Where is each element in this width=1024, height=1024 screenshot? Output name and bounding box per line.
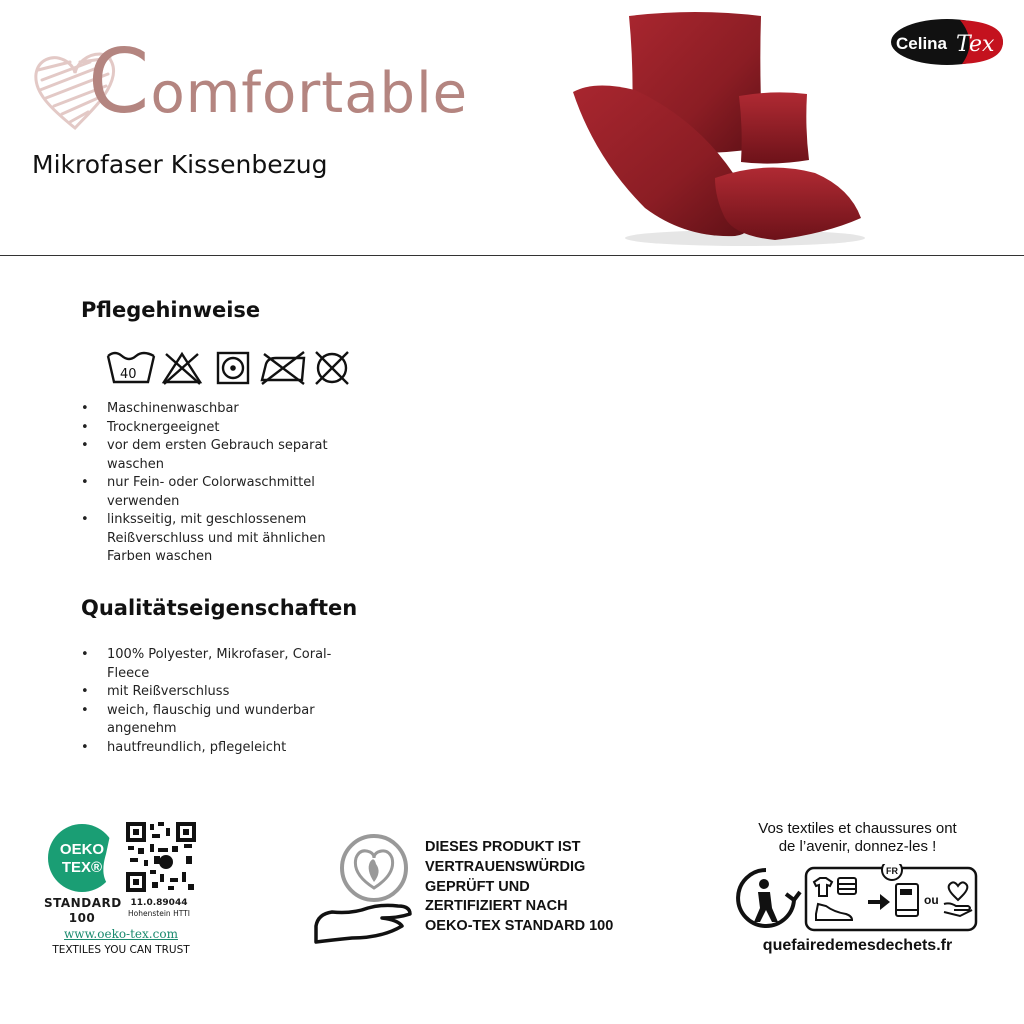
trust-statement xyxy=(425,838,635,937)
shoe-icon xyxy=(816,904,852,920)
pillow-product-image xyxy=(565,8,870,253)
oeko-cert-number: 11.0.89044 xyxy=(130,898,188,908)
recycling-url-link[interactable]: quefairedemesdechets.fr xyxy=(762,937,953,954)
folded-textile-icon xyxy=(838,878,856,894)
donate-hand-heart-icon xyxy=(944,882,972,916)
tshirt-icon xyxy=(814,878,832,896)
care-symbols xyxy=(106,350,356,386)
oeko-url-link[interactable]: www.oeko-tex.com xyxy=(64,927,178,941)
celinatex-logo xyxy=(890,18,1004,66)
list-item: • weich, flauschig und wunderbar angenehm xyxy=(81,702,341,739)
list-item: • linksseitig, mit geschlossenem Reißverschluss und mit ähnlichen Farben waschen xyxy=(81,511,341,567)
recycling-heading-line: de l’avenir, donnez-les ! xyxy=(778,838,937,855)
no-iron-icon xyxy=(262,352,304,384)
trust-line: DIESES PRODUKT IST xyxy=(425,839,581,855)
brand-title xyxy=(88,30,469,133)
list-item: • 100% Polyester, Mikrofaser, Coral-Fleece xyxy=(81,646,341,683)
list-item: • nur Fein- oder Colorwaschmittel verwenden xyxy=(81,474,341,511)
product-subtitle: Mikrofaser Kissenbezug xyxy=(32,150,328,179)
svg-text:Celina: Celina xyxy=(896,34,948,53)
oeko-badge-line1: OEKO xyxy=(59,841,105,858)
recycling-heading-line: Vos textiles et chaussures ont xyxy=(758,820,957,837)
triman-recycling-info xyxy=(734,864,980,934)
wash-40-icon xyxy=(108,353,154,382)
collection-bin-icon xyxy=(896,884,918,916)
list-item: • mit Reißverschluss xyxy=(81,683,341,702)
trust-line: VERTRAUENSWÜRDIG xyxy=(425,858,586,875)
oeko-badge-line2: TEX® xyxy=(61,859,103,876)
oeko-standard: STANDARD 100 xyxy=(44,896,122,925)
triman-icon xyxy=(738,870,800,926)
svg-text:Tex: Tex xyxy=(956,32,995,57)
oeko-institute: Hohenstein HTTI xyxy=(128,909,190,918)
trust-line: OEKO-TEX STANDARD 100 xyxy=(425,918,614,935)
country-code: FR xyxy=(886,866,898,876)
list-item: • Maschinenwaschbar xyxy=(81,400,341,419)
trust-line: GEPRÜFT UND xyxy=(425,878,530,895)
list-item: • vor dem ersten Gebrauch separat waschen xyxy=(81,437,341,474)
brand-title-rest: omfortable xyxy=(150,61,469,126)
list-item: • Trocknergeeignet xyxy=(81,419,341,438)
no-bleach-icon xyxy=(164,354,200,384)
quality-section-title: Qualitätseigenschaften xyxy=(81,596,358,620)
oeko-tex-label xyxy=(36,818,206,896)
recycling-heading xyxy=(730,820,985,856)
no-dry-clean-icon xyxy=(316,352,348,384)
quality-list xyxy=(81,646,341,757)
brand-title-initial: C xyxy=(88,30,151,133)
trust-line: ZERTIFIZIERT NACH xyxy=(425,898,568,915)
care-list xyxy=(81,400,341,567)
or-label: ou xyxy=(924,893,939,907)
qr-code xyxy=(126,822,196,892)
arrow-right-icon xyxy=(868,894,890,910)
hand-heart-icon xyxy=(312,834,416,946)
wash-temperature: 40 xyxy=(120,367,137,382)
oeko-tagline: TEXTILES YOU CAN TRUST xyxy=(52,944,190,956)
care-section-title: Pflegehinweise xyxy=(81,298,261,322)
header-divider xyxy=(0,255,1024,256)
tumble-dry-icon xyxy=(218,353,248,383)
list-item: • hautfreundlich, pflegeleicht xyxy=(81,739,341,758)
